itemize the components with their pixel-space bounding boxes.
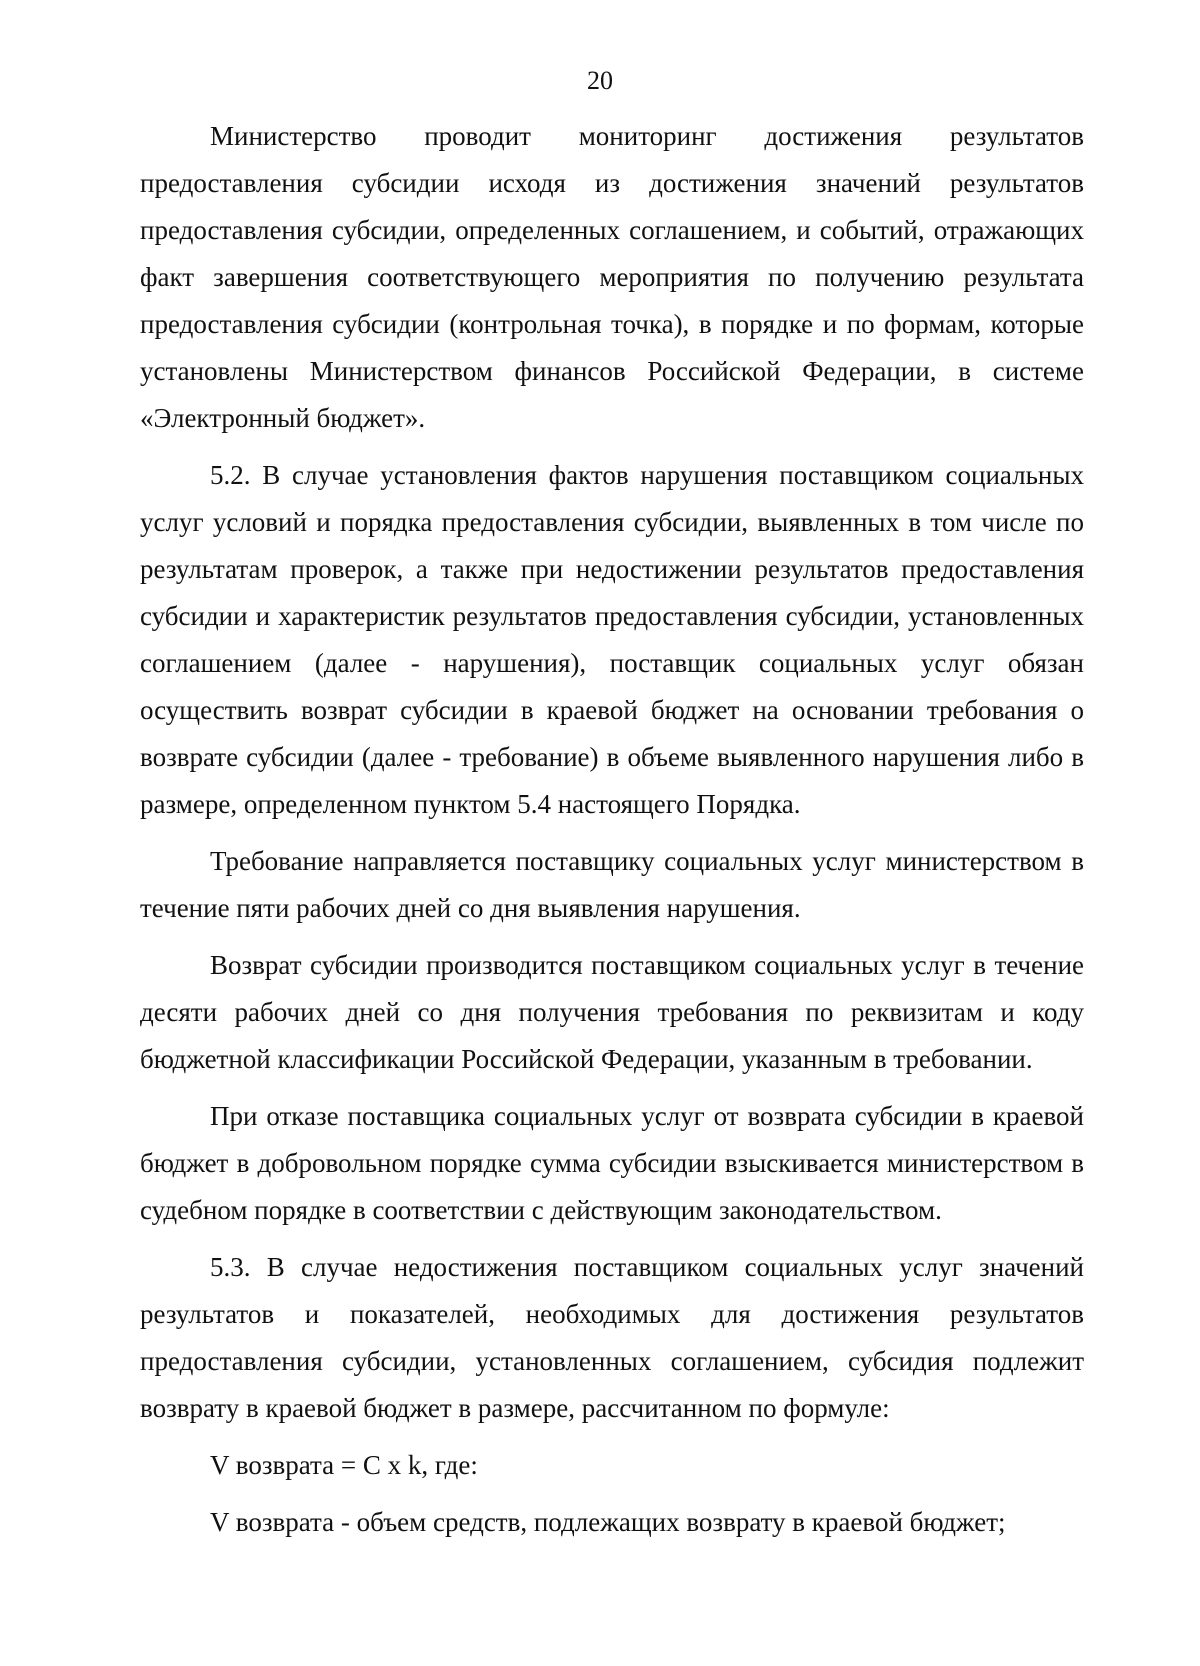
paragraph-return: Возврат субсидии производится поставщиком социальных услуг в течение десяти рабочих дней со дня получения требования по реквизитам и коду бюджетной классификации Российской Федерации, указанным в требовании. (140, 950, 1084, 1074)
paragraph-refusal: При отказе поставщика социальных услуг от возврата субсидии в краевой бюджет в добровольном порядке сумма субсидии взыскивается министерством в судебном порядке в соответствии с действующим законодательством. (140, 1101, 1084, 1225)
page-number: 20 (587, 66, 613, 95)
paragraph-requirement: Требование направляется поставщику социальных услуг министерством в течение пяти рабочих дней со дня выявления нарушения. (140, 846, 1084, 923)
document-body (140, 113, 1084, 1546)
formula-definition: V возврата - объем средств, подлежащих возврату в краевой бюджет; (210, 1507, 1006, 1537)
paragraph-monitoring: Министерство проводит мониторинг достижения результатов предоставления субсидии исходя из достижения значений результатов предоставления субсидии, определенных соглашением, и событий, отражающих факт завершения соответствующего мероприятия по получению результата предоставления субсидии (контрольная точка), в порядке и по формам, которые установлены Министерством финансов Российской Федерации, в системе «Электронный бюджет». (140, 121, 1084, 433)
formula-line: V возврата = С х k, где: (210, 1450, 478, 1480)
paragraph-5-2: 5.2. В случае установления фактов нарушения поставщиком социальных услуг условий и порядка предоставления субсидии, выявленных в том числе по результатам проверок, а также при недостижении результатов предоставления субсидии и характеристик результатов предоставления субсидии, установленных соглашением (далее - нарушения), поставщик социальных услуг обязан осуществить возврат субсидии в краевой бюджет на основании требования о возврате субсидии (далее - требование) в объеме выявленного нарушения либо в размере, определенном пунктом 5.4 настоящего Порядка. (140, 460, 1084, 819)
paragraph-5-3: 5.3. В случае недостижения поставщиком социальных услуг значений результатов и показателей, необходимых для достижения результатов предоставления субсидии, установленных соглашением, субсидия подлежит возврату в краевой бюджет в размере, рассчитанном по формуле: (140, 1252, 1084, 1423)
